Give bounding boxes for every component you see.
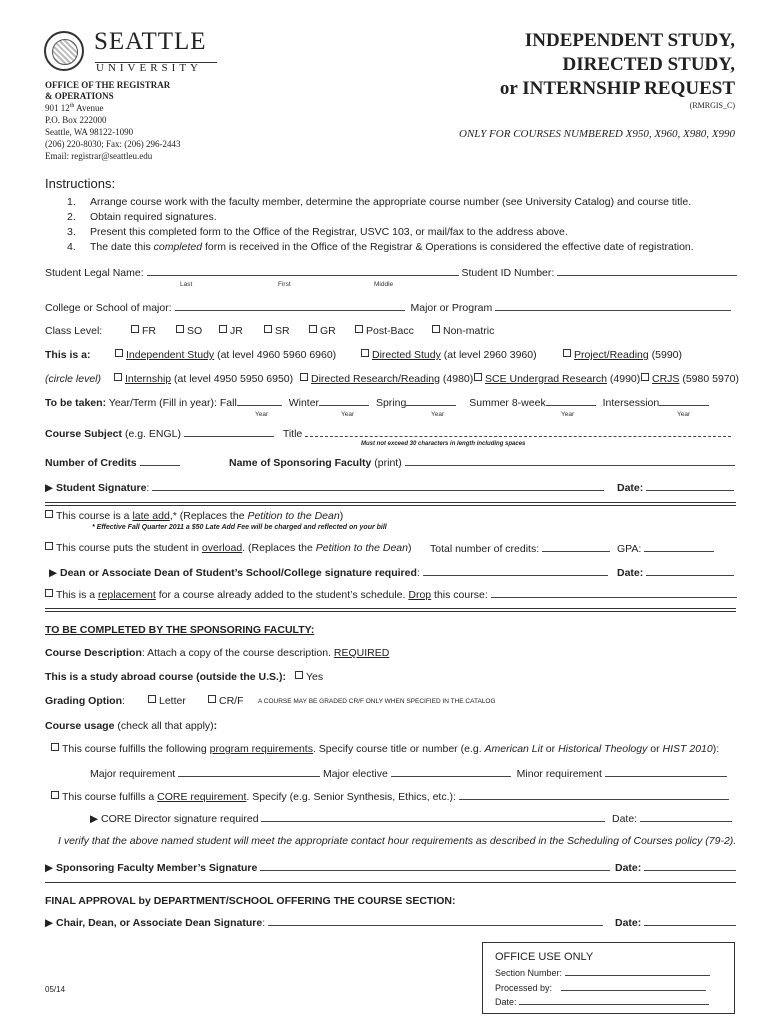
- spring-label: Spring: [375, 397, 407, 409]
- faculty-signature-field[interactable]: [260, 861, 610, 871]
- circle-level-label: (circle level): [45, 373, 102, 385]
- major-requirement-row: [90, 767, 727, 780]
- address-street: 901 12th Avenue: [45, 103, 104, 113]
- chair-date-row: [615, 916, 736, 929]
- core-date-field[interactable]: [640, 812, 732, 822]
- address-po: P.O. Box 222000: [45, 115, 107, 125]
- checkbox-icon: [51, 743, 59, 751]
- student-date-field[interactable]: [646, 481, 734, 491]
- option-crjs[interactable]: CRJS (5980 5970): [641, 373, 739, 385]
- checkbox-icon: [474, 373, 482, 381]
- student-date-row: [617, 481, 734, 494]
- study-abroad-label: This is a study abroad course (outside the U.S.):: [45, 671, 286, 683]
- core-requirement-option[interactable]: This course fulfills a CORE requirement. Specify (e.g. Senior Synthesis, Ethics, etc.):: [51, 790, 729, 803]
- checkbox-icon: [641, 373, 649, 381]
- course-title-field[interactable]: [305, 427, 731, 437]
- option-sce-research[interactable]: SCE Undergrad Research (4990): [474, 373, 640, 385]
- dean-date-label: Date:: [617, 567, 644, 579]
- class-level-label: Class Level:: [45, 325, 103, 337]
- faculty-name-row: [229, 456, 735, 469]
- year-term-label: Year/Term (Fill in year):: [108, 397, 217, 409]
- student-id-field[interactable]: [557, 266, 737, 276]
- intersession-year-field[interactable]: [659, 396, 709, 406]
- program-requirement-option[interactable]: This course fulfills the following program requirements. Specify course title or number (e.g. American Lit or Historical Theology or HIST 2010):: [51, 743, 719, 755]
- checkbox-icon: [300, 373, 308, 381]
- major-elective-label: Major elective: [323, 768, 388, 780]
- student-signature-label: Student Signature: [56, 482, 147, 494]
- total-credits-label: Total number of credits:: [430, 543, 540, 555]
- arrow-right-icon: ▶: [49, 567, 58, 579]
- taken-label: To be taken:: [45, 397, 107, 409]
- form-subtitle: ONLY FOR COURSES NUMBERED X950, X960, X980, X990: [459, 128, 735, 140]
- chair-date-label: Date:: [615, 917, 642, 929]
- faculty-date-label: Date:: [615, 862, 642, 874]
- office-name: OFFICE OF THE REGISTRAR: [45, 80, 171, 90]
- first-caption: First: [278, 281, 291, 288]
- credits-field[interactable]: [140, 456, 180, 466]
- processed-by-row: [495, 983, 706, 993]
- dean-date-field[interactable]: [646, 566, 734, 576]
- dean-signature-field[interactable]: [423, 566, 608, 576]
- section-divider: [45, 611, 736, 612]
- office-use-title: OFFICE USE ONLY: [495, 951, 594, 963]
- section-number-label: Section Number:: [495, 968, 563, 978]
- college-label: College or School of major:: [45, 302, 172, 314]
- major-label: Major or Program: [410, 302, 493, 314]
- checkbox-icon: [148, 695, 156, 703]
- faculty-signature-label: Sponsoring Faculty Member’s Signature: [56, 862, 258, 874]
- core-signature-label: CORE Director signature required: [101, 813, 259, 825]
- major-requirement-field[interactable]: [178, 767, 320, 777]
- instruction-1: Arrange course work with the faculty member, determine the appropriate course number (see University Catalog) and course title.: [90, 196, 692, 208]
- intersession-label: Intersession: [602, 397, 660, 409]
- fall-label: Fall: [219, 397, 237, 409]
- crf-note: A COURSE MAY BE GRADED CR/F ONLY WHEN SPECIFIED IN THE CATALOG: [258, 698, 496, 705]
- instruction-1-num: 1.: [67, 196, 76, 208]
- title-length-note: Must not exceed 30 characters in length including spaces: [361, 441, 526, 447]
- instruction-4: The date this completed form is received in the Office of the Registrar & Operations is considered the effective date of registration.: [90, 241, 694, 253]
- checkbox-icon: [264, 325, 272, 333]
- instructions-heading: Instructions:: [45, 176, 116, 191]
- office-date-row: [495, 997, 709, 1007]
- course-usage-row: Course usage (check all that apply):: [45, 720, 218, 732]
- checkbox-icon: [51, 791, 59, 799]
- course-subject-eg: (e.g. ENGL): [124, 428, 181, 440]
- credits-row: [45, 456, 180, 469]
- chair-signature-row: ▶ Chair, Dean, or Associate Dean Signature:: [45, 916, 603, 929]
- year-caption: Year: [341, 411, 355, 418]
- class-option-gr[interactable]: GR: [309, 325, 336, 337]
- credits-label: Number of Credits: [45, 457, 137, 469]
- major-field[interactable]: [495, 301, 731, 311]
- replacement-option[interactable]: This is a replacement for a course already added to the student’s schedule. Drop this course:: [45, 588, 737, 601]
- taken-row: [45, 396, 709, 409]
- faculty-name-field[interactable]: [405, 456, 735, 466]
- option-internship[interactable]: Internship (at level 4950 5950 6950): [114, 373, 293, 385]
- grading-crf[interactable]: CR/F: [208, 695, 244, 707]
- course-description-row: Course Description: Attach a copy of the course description. REQUIRED: [45, 647, 390, 659]
- study-abroad-yes[interactable]: Yes: [295, 671, 323, 683]
- course-title-label: Title: [282, 428, 303, 440]
- student-id-label: Student ID Number:: [461, 267, 555, 279]
- checkbox-icon: [355, 325, 363, 333]
- faculty-name-label: Name of Sponsoring Faculty: [229, 457, 372, 469]
- arrow-right-icon: ▶: [45, 482, 54, 494]
- final-approval-heading: FINAL APPROVAL by DEPARTMENT/SCHOOL OFFERING THE COURSE SECTION:: [45, 895, 456, 907]
- class-option-nonmatric[interactable]: Non-matric: [432, 325, 494, 337]
- legal-name-field[interactable]: [147, 266, 459, 276]
- office-name-2: & OPERATIONS: [45, 91, 114, 101]
- checkbox-icon: [432, 325, 440, 333]
- faculty-date-field[interactable]: [644, 861, 736, 871]
- core-specify-field[interactable]: [459, 790, 729, 800]
- last-caption: Last: [180, 281, 193, 288]
- year-caption: Year: [677, 411, 691, 418]
- address-city: Seattle, WA 98122-1090: [45, 127, 134, 137]
- college-field[interactable]: [175, 301, 405, 311]
- course-description-label: Course Description: [45, 647, 142, 659]
- student-signature-field[interactable]: [152, 481, 604, 491]
- checkbox-icon: [176, 325, 184, 333]
- legal-name-row: [45, 266, 737, 279]
- summer-label: Summer 8-week: [469, 397, 546, 409]
- minor-requirement-label: Minor requirement: [516, 768, 602, 780]
- gpa-label: GPA:: [616, 543, 642, 555]
- grading-letter[interactable]: Letter: [148, 695, 186, 707]
- checkbox-icon: [208, 695, 216, 703]
- major-requirement-label: Major requirement: [90, 768, 176, 780]
- checkbox-icon: [45, 510, 53, 518]
- section-divider: [45, 502, 736, 503]
- checkbox-icon: [115, 349, 123, 357]
- checkbox-icon: [45, 542, 53, 550]
- section-divider: [45, 505, 736, 506]
- course-usage-label: Course usage: [45, 720, 115, 732]
- core-signature-field[interactable]: [261, 812, 605, 822]
- checkbox-icon: [295, 671, 303, 679]
- middle-caption: Middle: [374, 281, 394, 288]
- option-independent-study[interactable]: Independent Study (at level 4960 5960 6960): [115, 349, 336, 361]
- faculty-date-row: [615, 861, 736, 874]
- processed-by-label: Processed by:: [495, 983, 553, 993]
- minor-requirement-field[interactable]: [605, 767, 727, 777]
- required-label: REQUIRED: [333, 647, 390, 659]
- address-phone: (206) 220-8030; Fax: (206) 296-2443: [45, 139, 181, 149]
- office-date-label: Date:: [495, 997, 517, 1007]
- office-date-field[interactable]: [519, 997, 709, 1005]
- class-option-jr[interactable]: JR: [219, 325, 243, 337]
- winter-label: Winter: [288, 397, 320, 409]
- arrow-right-icon: ▶: [45, 917, 54, 929]
- class-option-fr[interactable]: FR: [131, 325, 156, 337]
- arrow-right-icon: ▶: [90, 813, 99, 825]
- student-date-label: Date:: [617, 482, 644, 494]
- fall-year-field[interactable]: [237, 396, 282, 406]
- checkbox-icon: [219, 325, 227, 333]
- checkbox-icon: [45, 589, 53, 597]
- form-title-3: or INTERNSHIP REQUEST: [499, 78, 735, 99]
- core-date-row: [612, 812, 732, 825]
- form-title-2: DIRECTED STUDY,: [562, 54, 735, 75]
- course-subject-field[interactable]: [184, 427, 274, 437]
- winter-year-field[interactable]: [319, 396, 369, 406]
- total-credits-row: [430, 542, 714, 555]
- class-option-sr[interactable]: SR: [264, 325, 290, 337]
- course-subject-row: [45, 427, 731, 440]
- section-number-field[interactable]: [565, 968, 710, 976]
- form-version: 05/14: [45, 985, 66, 994]
- chair-date-field[interactable]: [644, 916, 736, 926]
- gpa-field[interactable]: [644, 542, 714, 552]
- course-subject-label: Course Subject: [45, 428, 123, 440]
- form-title-1: INDEPENDENT STUDY,: [524, 30, 735, 51]
- section-divider: [45, 882, 736, 883]
- chair-signature-field[interactable]: [268, 916, 603, 926]
- instruction-2: Obtain required signatures.: [90, 211, 217, 223]
- faculty-signature-row: [45, 861, 610, 874]
- late-fee-note: * Effective Fall Quarter 2011 a $50 Late Add Fee will be charged and reflected on your bill: [92, 524, 387, 531]
- logo-wordmark: SEATTLE: [94, 28, 207, 55]
- year-caption: Year: [431, 411, 445, 418]
- overload-option[interactable]: This course puts the student in overload. (Replaces the Petition to the Dean): [45, 542, 411, 554]
- faculty-print-note: (print): [374, 457, 402, 469]
- checkbox-icon: [361, 349, 369, 357]
- class-option-postbacc[interactable]: Post-Bacc: [355, 325, 414, 337]
- drop-course-field[interactable]: [491, 588, 737, 598]
- summer-year-field[interactable]: [546, 396, 596, 406]
- faculty-section-heading: TO BE COMPLETED BY THE SPONSORING FACULTY:: [45, 624, 315, 636]
- option-directed-research[interactable]: Directed Research/Reading (4980): [300, 373, 473, 385]
- chair-signature-label: Chair, Dean, or Associate Dean Signature: [56, 917, 263, 929]
- instruction-3-num: 3.: [67, 226, 76, 238]
- checkbox-icon: [563, 349, 571, 357]
- option-project-reading[interactable]: Project/Reading (5990): [563, 349, 682, 361]
- section-divider: [45, 608, 736, 609]
- checkbox-icon: [131, 325, 139, 333]
- checkbox-icon: [114, 373, 122, 381]
- core-signature-row: [90, 812, 605, 825]
- instruction-2-num: 2.: [67, 211, 76, 223]
- study-abroad-row: [45, 671, 286, 683]
- core-date-label: Date:: [612, 813, 638, 825]
- major-elective-field[interactable]: [391, 767, 511, 777]
- year-caption: Year: [561, 411, 575, 418]
- year-caption: Year: [255, 411, 269, 418]
- processed-by-field[interactable]: [561, 983, 706, 991]
- logo-subword: UNIVERSITY: [96, 62, 202, 74]
- arrow-right-icon: ▶: [45, 862, 54, 874]
- class-option-so[interactable]: SO: [176, 325, 202, 337]
- instruction-3: Present this completed form to the Office of the Registrar, USVC 103, or mail/fax to the address above.: [90, 226, 568, 238]
- contact-hours-verification: I verify that the above named student will meet the appropriate contact hour requirements as described in the Scheduling of Courses policy (79-2).: [58, 835, 737, 847]
- address-email: Email: registrar@seattleu.edu: [45, 151, 153, 161]
- total-credits-field[interactable]: [542, 542, 610, 552]
- spring-year-field[interactable]: [406, 396, 456, 406]
- student-signature-row: ▶ Student Signature:: [45, 481, 604, 494]
- instruction-4-num: 4.: [67, 241, 76, 253]
- legal-name-label: Student Legal Name:: [45, 267, 144, 279]
- option-directed-study[interactable]: Directed Study (at level 2960 3960): [361, 349, 537, 361]
- university-seal-logo: [44, 31, 84, 71]
- section-number-row: [495, 968, 710, 978]
- grading-option-label: Grading Option:: [45, 695, 125, 707]
- late-add-option[interactable]: This course is a late add,* (Replaces the Petition to the Dean): [45, 510, 343, 522]
- college-row: [45, 301, 731, 314]
- dean-signature-row: ▶ Dean or Associate Dean of Student’s School/College signature required:: [49, 566, 608, 579]
- checkbox-icon: [309, 325, 317, 333]
- dean-date-row: [617, 566, 734, 579]
- form-code: (RMRGIS_C): [689, 101, 735, 110]
- this-is-label: This is a:: [45, 349, 91, 361]
- dean-signature-label: Dean or Associate Dean of Student’s School/College signature required: [60, 567, 417, 579]
